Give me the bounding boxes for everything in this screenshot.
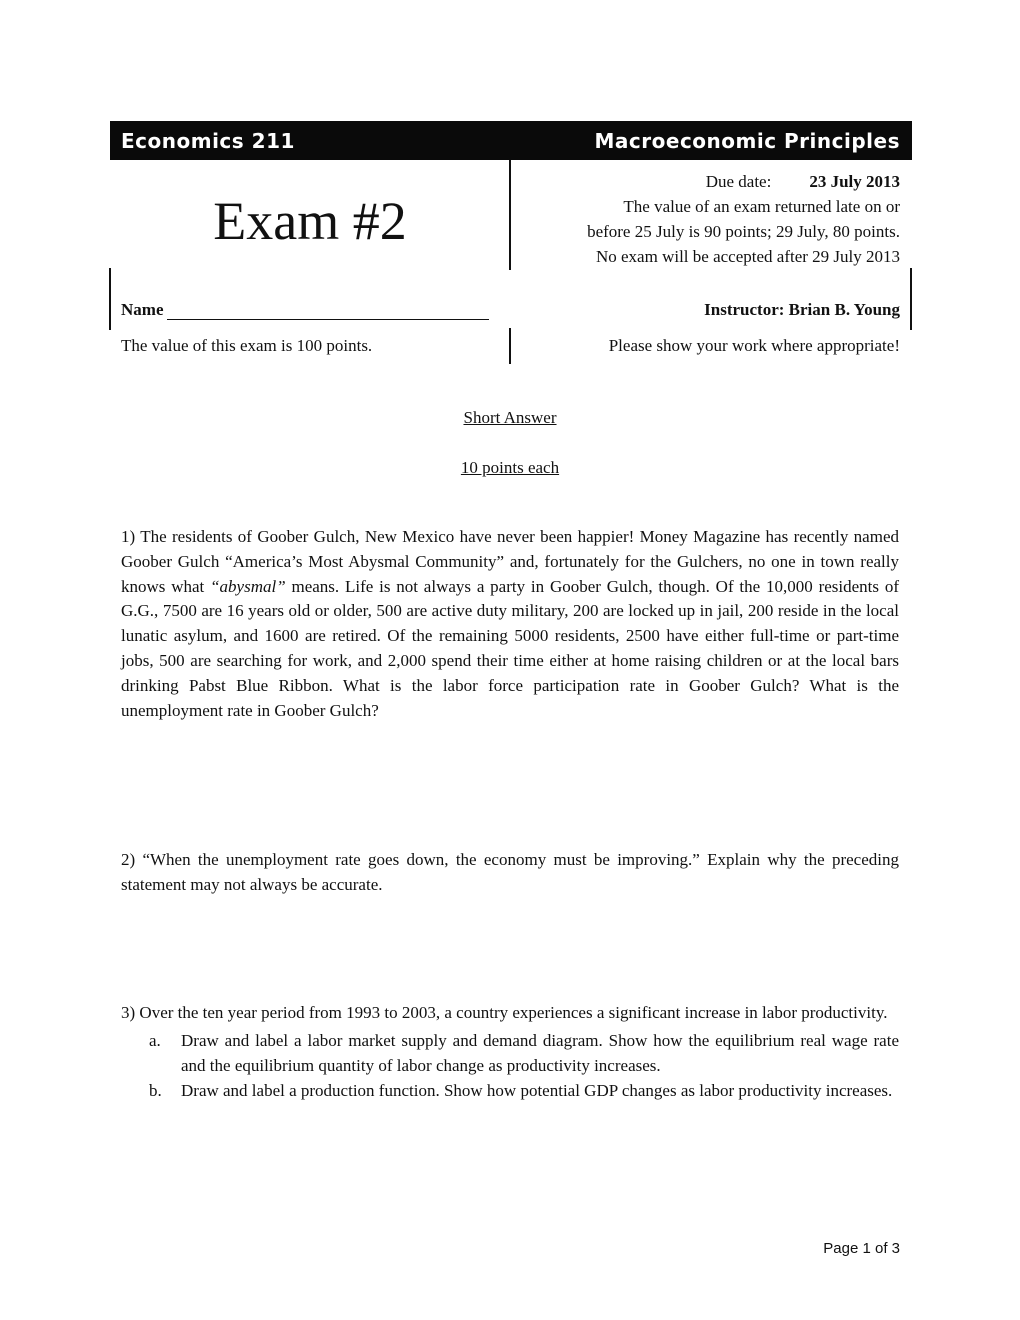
subject-title: Macroeconomic Principles: [594, 129, 900, 153]
exam-value-note: The value of this exam is 100 points.: [121, 336, 373, 355]
due-label: Due date:: [705, 172, 772, 191]
question-2: 2) “When the unemployment rate goes down, the economy must be improving.” Explain why the preceding statement may not always be accurate.: [121, 850, 899, 894]
exam-title: Exam #2: [213, 191, 407, 251]
late-policy-2: before 25 July is 90 points; 29 July, 80 points.: [587, 222, 900, 241]
name-blank[interactable]: [167, 301, 489, 320]
divider-line: [910, 268, 912, 330]
section-points: 10 points each: [460, 458, 560, 477]
divider-line: [109, 268, 111, 330]
question-3-stem: 3) Over the ten year period from 1993 to 2003, a country experiences a significant increase in labor productivity.: [121, 1003, 888, 1022]
header-bar: [110, 121, 912, 160]
question-1: 1) The residents of Goober Gulch, New Mexico have never been happier! Money Magazine has recently named Goober Gulch “America’s Most Abysmal Community” and, fortunately for the Gulchers, no one in town really knows what “abysmal” means. Life is not always a party in Goober Gulch, though. Of the 10,000 residents of G.G., 7500 are 16 years old or older, 500 are active duty military, 200 are locked up in jail, 200 reside in the local lunatic asylum, and 1600 are retired. Of the remaining 5000 residents, 2500 have either full-time or part-time jobs, 500 are searching for work, and 2,000 spend their time either at home raising children or at the local bars drinking Pabst Blue Ribbon. What is the labor force participation rate in Goober Gulch? What is the unemployment rate in Goober Gulch?: [121, 527, 899, 720]
question-3b: b. Draw and label a production function. Show how potential GDP changes as labor productivity increases.: [149, 1080, 893, 1100]
divider-line: [509, 160, 511, 270]
late-policy-3: No exam will be accepted after 29 July 2013: [595, 247, 900, 266]
name-label: Name: [121, 300, 164, 319]
course-title: Economics 211: [121, 129, 295, 153]
show-work-note: Please show your work where appropriate!: [608, 336, 900, 355]
due-date: 23 July 2013: [809, 172, 900, 191]
due-info: [520, 169, 900, 269]
name-row: [121, 300, 489, 320]
section-title: Short Answer: [463, 408, 557, 427]
question-3: [121, 1003, 899, 1103]
divider-line: [509, 328, 511, 364]
question-3a: a. Draw and label a labor market supply and demand diagram. Show how the equilibrium real wage rate and the equilibrium quantity of labor change as productivity increases.: [149, 1031, 899, 1075]
instructor: Instructor: Brian B. Young: [704, 300, 900, 319]
page-number: Page 1 of 3: [823, 1240, 900, 1257]
late-policy-1: The value of an exam returned late on or: [623, 197, 900, 216]
